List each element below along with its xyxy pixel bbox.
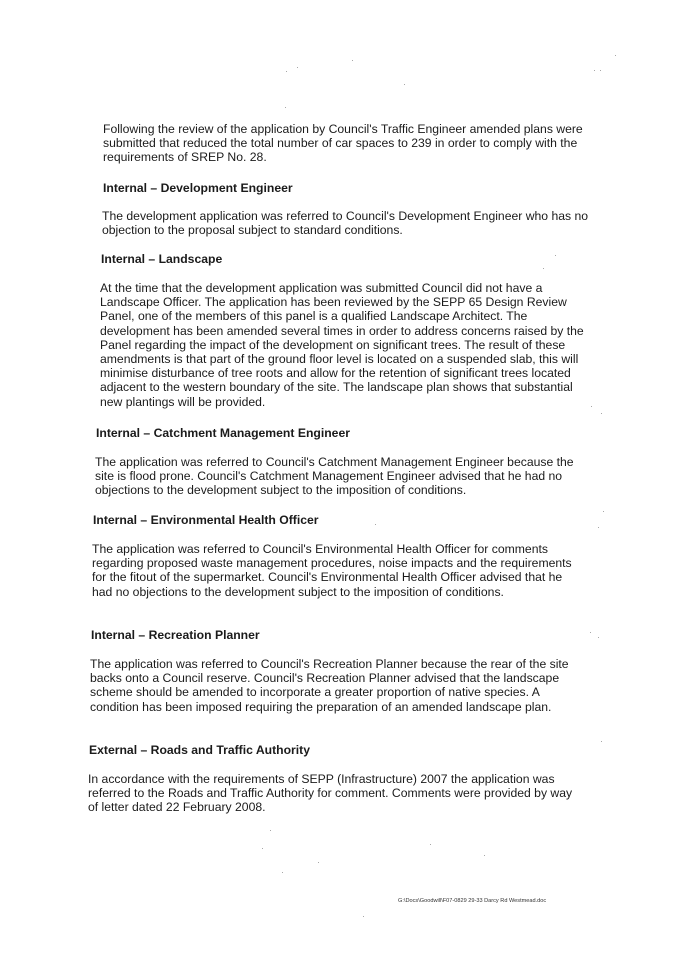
scan-speck [282,872,283,873]
scan-speck [363,916,364,917]
scan-speck [598,527,599,528]
scan-speck [590,632,591,633]
landscape-paragraph: At the time that the development application was submitted Council did not have a Landscape Officer. The application has been reviewed by the SEPP 65 Design Review Panel, one of the members of this panel is a qualified Landscape Architect. The development has been amended several times in order to address concerns raised by the Panel regarding the impact of the development on significant trees. The result of these amendments is that part of the ground floor level is located on a suspended slab, this will minimise disturbance of tree roots and allow for the retention of significant trees located adjacent to the western boundary of the site. The landscape plan shows that substantial new plantings will be provided. [100,281,584,409]
heading-development-engineer: Internal – Development Engineer [103,181,293,195]
scan-speck [594,70,595,71]
scan-speck [286,71,287,72]
scan-speck [297,67,298,68]
scan-speck [600,70,601,71]
scan-speck [430,844,431,845]
roads-and-traffic-paragraph: In accordance with the requirements of SEPP (Infrastructure) 2007 the application was referred to the Roads and Traffic Authority for comment. Comments were provided by way of letter dated 22 February 2008. [88,772,573,815]
heading-environmental-health-officer: Internal – Environmental Health Officer [93,513,319,527]
scan-speck [601,741,602,742]
traffic-engineer-paragraph: Following the review of the application by Council's Traffic Engineer amended plans were submitted that reduced the total number of car spaces to 239 in order to comply with the requirements of SREP No. 28. [103,122,583,165]
scan-speck [615,55,616,56]
heading-recreation-planner: Internal – Recreation Planner [91,628,260,642]
scan-speck [603,511,604,512]
scan-speck [555,255,556,256]
development-engineer-paragraph: The development application was referred to Council's Development Engineer who has no objection to the proposal subject to standard conditions. [102,209,589,238]
heading-landscape: Internal – Landscape [101,252,223,266]
file-path-footer: G:\Docs\Goodwill\F07-0829 29-33 Darcy Rd Westmead.doc [398,898,547,904]
catchment-management-paragraph: The application was referred to Council's Catchment Management Engineer because the site is flood prone. Council's Catchment Management Engineer advised that he had no objections to the development subject to the imposition of conditions. [95,455,574,498]
heading-catchment-management-engineer: Internal – Catchment Management Engineer [96,426,350,440]
scan-speck [375,524,376,525]
scan-speck [318,862,319,863]
heading-roads-and-traffic-authority: External – Roads and Traffic Authority [89,743,310,757]
environmental-health-paragraph: The application was referred to Council's Environmental Health Officer for comments regarding proposed waste management procedures, noise impacts and the requirements for the fitout of the supermarket. Council's Environmental Health Officer advised that he had no objections to the development subject to the imposition of conditions. [92,542,572,599]
scan-speck [484,855,485,856]
scan-speck [598,637,599,638]
scan-speck [543,268,544,269]
recreation-planner-paragraph: The application was referred to Council's Recreation Planner because the rear of the site backs onto a Council reserve. Council's Recreation Planner advised that the landscape scheme should be amended to incorporate a greater proportion of native species. A condition has been imposed requiring the preparation of an amended landscape plan. [90,657,569,714]
scan-speck [262,848,263,849]
scan-speck [591,406,592,407]
scan-speck [270,830,271,831]
scan-speck [285,107,286,108]
scan-speck [601,413,602,414]
scan-speck [352,60,353,61]
scan-speck [404,84,405,85]
